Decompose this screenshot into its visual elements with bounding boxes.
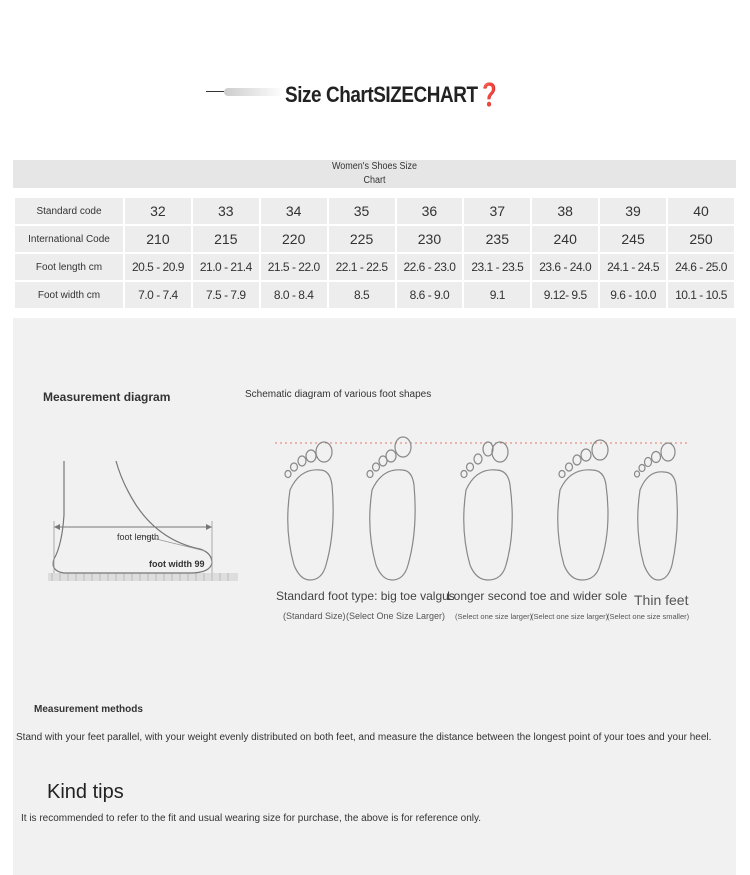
table-cell: 245 — [600, 226, 666, 252]
page-title: Size ChartSIZECHART❓ — [285, 82, 501, 107]
schematic-diagram-title: Schematic diagram of various foot shapes — [245, 389, 432, 400]
table-cell: 40 — [668, 198, 734, 224]
sub-one-size-larger: (Select One Size Larger) — [346, 611, 446, 621]
table-cell: 32 — [125, 198, 191, 224]
measurement-methods-title: Measurement methods — [34, 704, 143, 715]
table-cell: 230 — [397, 226, 463, 252]
table-row — [15, 254, 734, 280]
title-block — [200, 78, 520, 118]
table-row — [15, 226, 734, 252]
table-caption-line1: Women's Shoes Size — [331, 161, 418, 172]
caption-standard-foot: Standard foot type: big toe valgus — [276, 589, 455, 603]
table-cell: 215 — [193, 226, 259, 252]
foot-shapes-illustration — [270, 430, 700, 590]
title-dash-decoration — [206, 91, 224, 92]
table-cell: 8.5 — [329, 282, 395, 308]
table-cell: 9.1 — [464, 282, 530, 308]
table-cell: 21.5 - 22.0 — [261, 254, 327, 280]
row-label: Foot length cm — [15, 254, 123, 280]
table-cell: 36 — [397, 198, 463, 224]
table-cell: 33 — [193, 198, 259, 224]
kind-tips-text: It is recommended to refer to the fit and usual wearing size for purchase, the above is for reference only. — [21, 813, 482, 824]
table-cell: 23.6 - 24.0 — [532, 254, 598, 280]
sub-smaller: (Select one size smaller) — [607, 612, 690, 621]
row-label: International Code — [15, 226, 123, 252]
row-label: Foot width cm — [15, 282, 123, 308]
table-cell: 225 — [329, 226, 395, 252]
title-blur-decoration — [224, 88, 284, 96]
table-cell: 37 — [464, 198, 530, 224]
measurement-diagram-title: Measurement diagram — [43, 390, 171, 404]
table-cell: 220 — [261, 226, 327, 252]
table-cell: 22.6 - 23.0 — [397, 254, 463, 280]
foot-measurement-illustration — [40, 455, 250, 595]
caption-thin-feet: Thin feet — [634, 592, 689, 608]
row-label: Standard code — [15, 198, 123, 224]
table-cell: 250 — [668, 226, 734, 252]
sub-larger-a: (Select one size larger) — [455, 612, 533, 621]
table-cell: 39 — [600, 198, 666, 224]
table-cell: 24.6 - 25.0 — [668, 254, 734, 280]
table-cell: 20.5 - 20.9 — [125, 254, 191, 280]
sub-larger-b: (Select one size larger) — [531, 612, 609, 621]
kind-tips-title: Kind tips — [47, 781, 124, 803]
foot-width-label: foot width 99 — [149, 559, 205, 569]
table-cell: 9.6 - 10.0 — [600, 282, 666, 308]
table-cell: 235 — [464, 226, 530, 252]
table-cell: 210 — [125, 226, 191, 252]
table-caption — [13, 160, 736, 188]
table-cell: 7.0 - 7.4 — [125, 282, 191, 308]
foot-length-label: foot length — [117, 532, 160, 542]
table-cell: 10.1 - 10.5 — [668, 282, 734, 308]
table-cell: 38 — [532, 198, 598, 224]
table-caption-line2: Chart — [363, 175, 386, 186]
sub-standard-size: (Standard Size) — [283, 611, 346, 621]
table-cell: 34 — [261, 198, 327, 224]
measurement-methods-text: Stand with your feet parallel, with your weight evenly distributed on both feet, and measure the distance between the longest point of your toes and your heel. — [16, 732, 712, 743]
caption-second-toe: Longer second toe and wider sole — [447, 589, 628, 603]
table-cell: 35 — [329, 198, 395, 224]
table-cell: 21.0 - 21.4 — [193, 254, 259, 280]
table-cell: 240 — [532, 226, 598, 252]
size-table — [13, 196, 736, 310]
table-cell: 23.1 - 23.5 — [464, 254, 530, 280]
table-row — [15, 282, 734, 308]
table-cell: 22.1 - 22.5 — [329, 254, 395, 280]
table-cell: 8.0 - 8.4 — [261, 282, 327, 308]
table-cell: 7.5 - 7.9 — [193, 282, 259, 308]
table-row — [15, 198, 734, 224]
table-cell: 8.6 - 9.0 — [397, 282, 463, 308]
table-cell: 24.1 - 24.5 — [600, 254, 666, 280]
table-cell: 9.12- 9.5 — [532, 282, 598, 308]
